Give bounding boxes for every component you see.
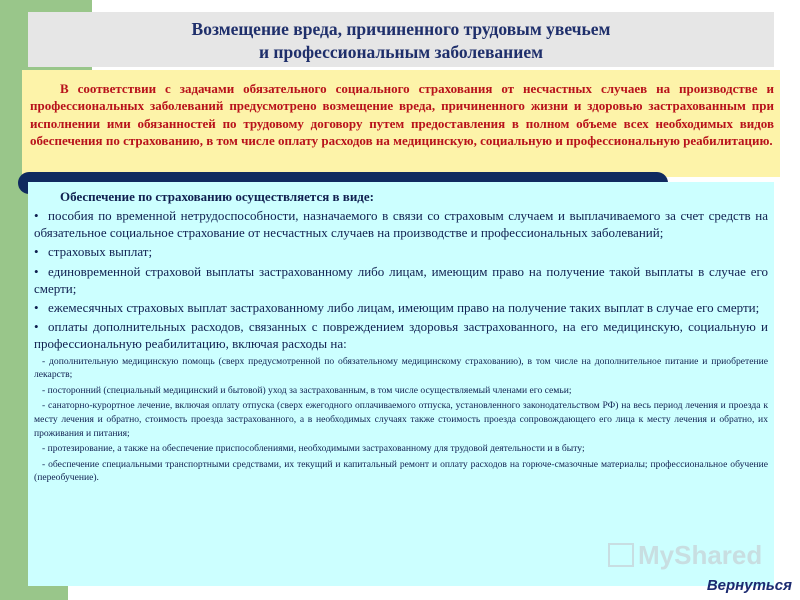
bullet-icon: • [34,244,39,260]
intro-paragraph: В соответствии с задачами обязательного социального страхования от несчастных случаев на производстве и профессиональных заболеваний предусмотрено возмещение вреда, причиненного жизни и здоровью застрахованным при исполнении ими обязанностей по трудовому договору путем предоставления в полном объеме всех необходимых видов обеспечения по страхованию, в том числе оплату расходов на медицинскую, социальную и профессиональную реабилитацию. [22,70,780,177]
main-heading: Обеспечение по страхованию осуществляется в виде: [60,189,374,204]
watermark-logo: MyShared [608,540,762,571]
sub-item: - санаторно-курортное лечение, включая оплату отпуска (сверх ежегодного оплачиваемого отпуска, установленного законодательством РФ) на весь период лечения и проезда к месту лечения и обратно, стоимость проезда застрахованного, а в необходимых случаях также стоимость проезда сопровождающего его лица к месту лечения и обратно, их проживания и питания; [34,400,768,439]
page-title [28,12,774,67]
list-item: • пособия по временной нетрудоспособности, назначаемого в связи со страховым случаем и выплачиваемого за счет средств на обязательное социальное страхование от несчастных случаев на производстве и профессиональных заболеваний; [34,208,768,241]
bullet-icon: • [34,208,39,223]
bullet-icon: • [34,263,39,279]
list-item: • единовременной страховой выплаты застрахованному либо лицам, имеющим право на получение такой выплаты в случае его смерти; [34,263,768,296]
title-line-2: и профессиональным заболеванием [258,42,544,62]
sub-item: - дополнительную медицинскую помощь (сверх предусмотренной по обязательному медицинскому страхованию), в том числе на дополнительное питание и приобретение лекарств; [34,355,768,381]
chart-icon [608,543,634,567]
back-link[interactable]: Вернуться [706,577,792,594]
sub-item: - протезирование, а также на обеспечение приспособлениями, необходимыми застрахованному для трудовой деятельности и в быту; [42,443,585,455]
sub-item: - обеспечение специальными транспортными средствами, их текущий и капитальный ремонт и оплату расходов на горюче-смазочные материалы; профессиональное обучение (переобучение). [34,458,768,484]
bullet-icon: • [34,300,39,316]
sub-item: - посторонний (специальный медицинский и бытовой) уход за застрахованным, в том числе осуществляемый членами его семьи; [42,384,572,396]
list-item: • оплаты дополнительных расходов, связанных с повреждением здоровья застрахованного, на его медицинскую, социальную и профессиональную реабилитацию, включая расходы на: [34,319,768,352]
bullet-icon: • [34,319,39,335]
list-item: • ежемесячных страховых выплат застрахованному либо лицам, имеющим право на получение таких выплат в случае его смерти; [34,300,760,316]
list-item: • страховых выплат; [34,244,153,260]
main-content-panel [28,182,774,586]
title-line-1: Возмещение вреда, причиненного трудовым увечьем [191,19,611,39]
